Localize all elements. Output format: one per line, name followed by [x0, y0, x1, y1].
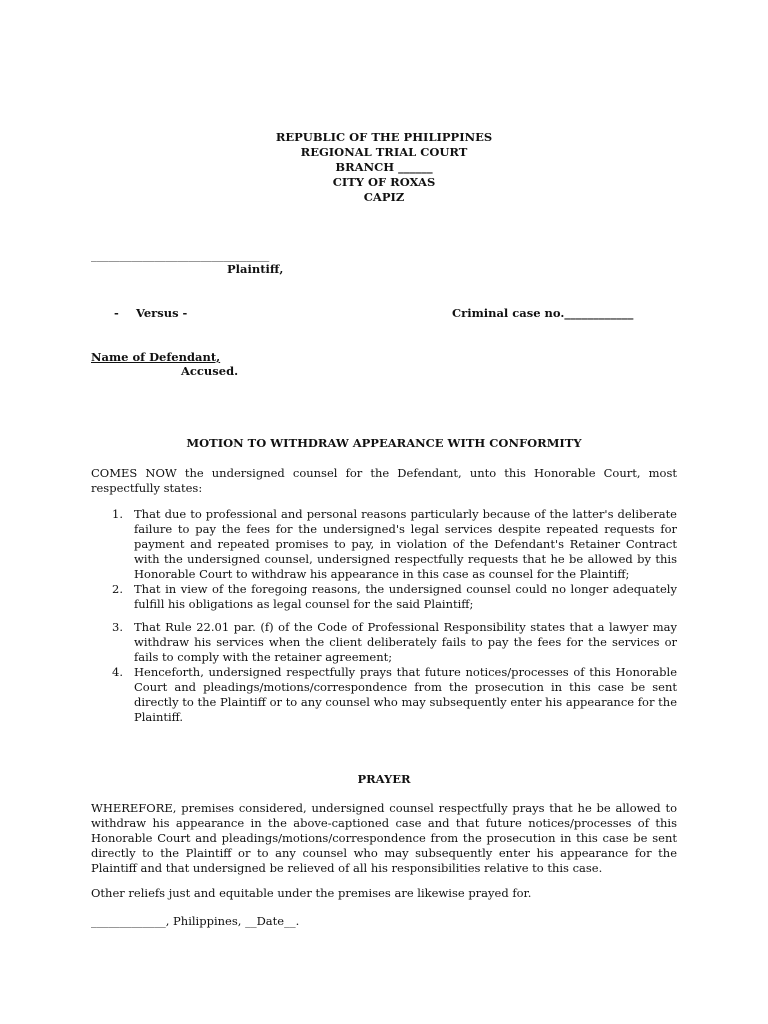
list-item [91, 665, 677, 725]
header-court: REGIONAL TRIAL COURT [300, 145, 468, 159]
versus-dash: - [114, 306, 119, 320]
prayer-body: WHEREFORE, premises considered, undersigned counsel respectfully prays that he be allowed to withdraw his appearance in the above-captioned case and that future notices/processes of this Honorable Court and pleadings/motions/correspondence from the prosecution in this case be sent directly to the Plaintiff or to any counsel who may subsequently enter his appearance for the Plaintiff and that undersigned be relieved of all his responsibilities relative to this case. [91, 801, 677, 875]
defendant-name: Name of Defendant, [91, 350, 221, 364]
court-header [0, 130, 768, 205]
motion-list [91, 507, 677, 725]
list-item [91, 507, 677, 582]
motion-title: MOTION TO WITHDRAW APPEARANCE WITH CONFORMITY [186, 436, 582, 450]
list-item-number: 4. [112, 665, 123, 679]
motion-intro: COMES NOW the undersigned counsel for the Defendant, unto this Honorable Court, most respectfully states: [91, 466, 677, 495]
plaintiff-label: Plaintiff, [227, 262, 284, 276]
plaintiff-blank: _______________________________ [91, 248, 270, 262]
list-item-text: Henceforth, undersigned respectfully prays that future notices/processes of this Honorable Court and pleadings/motions/correspondence from the prosecution in this case be sent directly to the Plaintiff or to any counsel who may subsequently enter his appearance for the Plaintiff. [134, 665, 677, 724]
accused-label: Accused. [181, 364, 239, 378]
list-item [91, 620, 677, 665]
header-city: CITY OF ROXAS [332, 175, 436, 189]
list-item-number: 2. [112, 582, 123, 596]
list-item-text: That Rule 22.01 par. (f) of the Code of Professional Responsibility states that a lawyer may withdraw his services when the client deliberately fails to pay the fees for the services or fails to comply with the retainer agreement; [134, 620, 677, 664]
versus-label: Versus - [136, 306, 188, 320]
date-line: _____________, Philippines, __Date__. [91, 914, 300, 928]
header-branch: BRANCH ______ [335, 160, 433, 174]
other-reliefs: Other reliefs just and equitable under the premises are likewise prayed for. [91, 886, 532, 900]
list-item-text: That in view of the foregoing reasons, the undersigned counsel could no longer adequately fulfill his obligations as legal counsel for the said Plaintiff; [134, 582, 677, 611]
list-item-number: 3. [112, 620, 123, 634]
header-republic: REPUBLIC OF THE PHILIPPINES [275, 130, 493, 144]
list-item [91, 582, 677, 612]
list-item-number: 1. [112, 507, 123, 521]
list-item-text: That due to professional and personal reasons particularly because of the latter's deliberate failure to pay the fees for the undersigned's legal services despite repeated requests for payment and repeated promises to pay, in violation of the Defendant's Retainer Contract with the undersigned counsel, undersigned respectfully requests that he be allowed by this Honorable Court to withdraw his appearance in this case as counsel for the Plaintiff; [134, 507, 677, 581]
prayer-title: PRAYER [357, 772, 411, 786]
criminal-case-number: Criminal case no.____________ [452, 306, 634, 320]
header-province: CAPIZ [363, 190, 405, 204]
